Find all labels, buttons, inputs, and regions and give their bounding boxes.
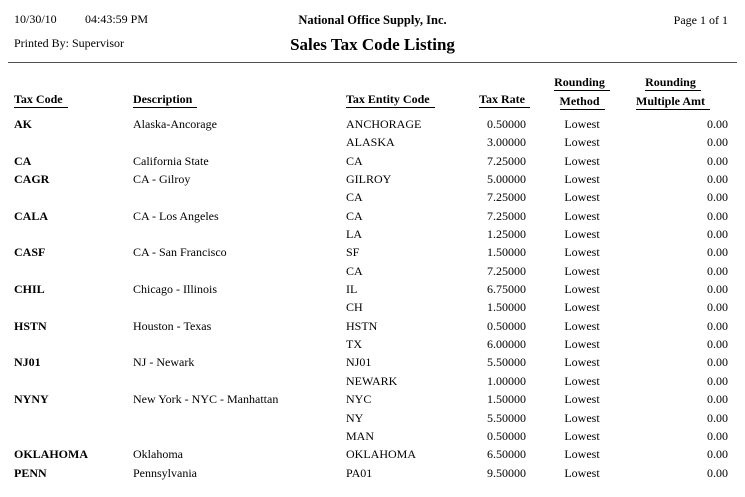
col-header-tax-entity-code: Tax Entity Code bbox=[346, 92, 435, 108]
printed-by-label: Printed By: Supervisor bbox=[14, 36, 124, 50]
tax-rate-cell: 0.50000 bbox=[487, 428, 526, 443]
tax-rate-cell: 5.00000 bbox=[487, 172, 526, 187]
tax-entity-code-cell: NJ01 bbox=[346, 355, 372, 370]
col-header-tax-code: Tax Code bbox=[14, 92, 68, 108]
rounding-method-cell: Lowest bbox=[564, 392, 600, 407]
table-row bbox=[0, 262, 745, 280]
tax-entity-code-cell: CA bbox=[346, 190, 363, 205]
description-cell: CA - Los Angeles bbox=[133, 208, 219, 223]
description-cell: CA - San Francisco bbox=[133, 245, 227, 260]
rounding-multiple-amt-cell: 0.00 bbox=[707, 135, 728, 150]
tax-entity-code-cell: HSTN bbox=[346, 318, 378, 333]
col-header-rounding-multiple-amt: Rounding Multiple Amt bbox=[613, 73, 733, 111]
rounding-multiple-amt-cell: 0.00 bbox=[707, 208, 728, 223]
rounding-multiple-amt-cell: 0.00 bbox=[707, 172, 728, 187]
report-date: 10/30/10 bbox=[14, 12, 57, 26]
rounding-multiple-amt-cell: 0.00 bbox=[707, 227, 728, 242]
description-cell: CA - Gilroy bbox=[133, 172, 191, 187]
description-cell: NJ - Newark bbox=[133, 355, 195, 370]
rounding-method-cell: Lowest bbox=[564, 410, 600, 425]
tax-code-cell: CALA bbox=[14, 208, 49, 223]
tax-rate-cell: 1.00000 bbox=[487, 373, 526, 388]
tax-rate-cell: 6.75000 bbox=[487, 282, 526, 297]
rounding-method-cell: Lowest bbox=[564, 117, 600, 131]
rounding-multiple-amt-cell: 0.00 bbox=[707, 447, 728, 462]
tax-rate-cell: 6.00000 bbox=[487, 337, 526, 352]
tax-rate-cell: 1.50000 bbox=[487, 245, 526, 260]
tax-rate-cell: 0.50000 bbox=[487, 318, 526, 333]
tax-rate-cell: 7.25000 bbox=[487, 190, 526, 205]
rounding-multiple-amt-cell: 0.00 bbox=[707, 117, 728, 131]
rounding-method-cell: Lowest bbox=[564, 355, 600, 370]
rounding-method-cell: Lowest bbox=[564, 373, 600, 388]
tax-rate-cell: 7.25000 bbox=[487, 153, 526, 168]
tax-entity-code-cell: OKLAHOMA bbox=[346, 447, 416, 462]
tax-rate-cell: 9.50000 bbox=[487, 465, 526, 480]
report-time: 04:43:59 PM bbox=[85, 12, 149, 26]
tax-entity-code-cell: MAN bbox=[346, 428, 375, 443]
tax-rate-cell: 6.50000 bbox=[487, 447, 526, 462]
rounding-method-cell: Lowest bbox=[564, 227, 600, 242]
header-divider-line bbox=[8, 62, 737, 63]
tax-code-cell: CA bbox=[14, 153, 32, 168]
table-body bbox=[0, 115, 745, 482]
table-row bbox=[0, 207, 745, 225]
tax-entity-code-cell: ANCHORAGE bbox=[346, 117, 422, 131]
tax-entity-code-cell: NYC bbox=[346, 392, 372, 407]
tax-entity-code-cell: GILROY bbox=[346, 172, 392, 187]
table-row bbox=[0, 298, 745, 316]
rounding-method-cell: Lowest bbox=[564, 465, 600, 480]
page-number-label: Page 1 of 1 bbox=[673, 13, 728, 27]
tax-rate-cell: 3.00000 bbox=[487, 135, 526, 150]
rounding-method-cell: Lowest bbox=[564, 245, 600, 260]
tax-code-cell: NJ01 bbox=[14, 355, 41, 370]
rounding-method-cell: Lowest bbox=[564, 282, 600, 297]
rounding-method-cell: Lowest bbox=[564, 135, 600, 150]
table-row bbox=[0, 133, 745, 151]
table-row bbox=[0, 317, 745, 335]
tax-code-cell: PENN bbox=[14, 465, 47, 480]
rounding-multiple-amt-cell: 0.00 bbox=[707, 465, 728, 480]
tax-entity-code-cell: NEWARK bbox=[346, 373, 398, 388]
table-row bbox=[0, 427, 745, 445]
rounding-multiple-amt-cell: 0.00 bbox=[707, 428, 728, 443]
tax-rate-cell: 5.50000 bbox=[487, 355, 526, 370]
table-row bbox=[0, 115, 745, 133]
rounding-method-cell: Lowest bbox=[564, 318, 600, 333]
rounding-method-cell: Lowest bbox=[564, 300, 600, 315]
tax-entity-code-cell: CA bbox=[346, 153, 363, 168]
tax-code-cell: CAGR bbox=[14, 172, 50, 187]
rounding-method-cell: Lowest bbox=[564, 153, 600, 168]
tax-entity-code-cell: IL bbox=[346, 282, 358, 297]
tax-rate-cell: 5.50000 bbox=[487, 410, 526, 425]
report-title: Sales Tax Code Listing bbox=[290, 35, 455, 54]
rounding-method-cell: Lowest bbox=[564, 190, 600, 205]
rounding-multiple-amt-cell: 0.00 bbox=[707, 245, 728, 260]
tax-entity-code-cell: SF bbox=[346, 245, 360, 260]
tax-entity-code-cell: TX bbox=[346, 337, 362, 352]
rounding-multiple-amt-cell: 0.00 bbox=[707, 355, 728, 370]
rounding-method-cell: Lowest bbox=[564, 337, 600, 352]
tax-code-cell: OKLAHOMA bbox=[14, 447, 88, 462]
rounding-method-cell: Lowest bbox=[564, 447, 600, 462]
tax-entity-code-cell: NY bbox=[346, 410, 364, 425]
rounding-multiple-amt-cell: 0.00 bbox=[707, 337, 728, 352]
description-cell: New York - NYC - Manhattan bbox=[133, 392, 279, 407]
table-row bbox=[0, 445, 745, 463]
rounding-multiple-amt-cell: 0.00 bbox=[707, 318, 728, 333]
rounding-multiple-amt-cell: 0.00 bbox=[707, 300, 728, 315]
description-cell: Houston - Texas bbox=[133, 318, 212, 333]
rounding-multiple-amt-cell: 0.00 bbox=[707, 410, 728, 425]
table-row bbox=[0, 335, 745, 353]
tax-rate-cell: 1.25000 bbox=[487, 227, 526, 242]
table-row bbox=[0, 464, 745, 482]
tax-entity-code-cell: CA bbox=[346, 208, 363, 223]
rounding-multiple-amt-cell: 0.00 bbox=[707, 282, 728, 297]
table-row bbox=[0, 353, 745, 371]
table-row bbox=[0, 225, 745, 243]
rounding-multiple-amt-cell: 0.00 bbox=[707, 392, 728, 407]
description-cell: Pennsylvania bbox=[133, 465, 197, 480]
col-header-tax-rate: Tax Rate bbox=[426, 92, 530, 108]
tax-entity-code-cell: CH bbox=[346, 300, 363, 315]
tax-entity-code-cell: ALASKA bbox=[346, 135, 395, 150]
tax-code-cell: AK bbox=[14, 117, 32, 131]
description-cell: Chicago - Illinois bbox=[133, 282, 217, 297]
company-name: National Office Supply, Inc. bbox=[298, 13, 447, 27]
tax-code-cell: CASF bbox=[14, 245, 46, 260]
tax-code-cell: HSTN bbox=[14, 318, 47, 333]
tax-code-cell: NYNY bbox=[14, 392, 49, 407]
table-row bbox=[0, 188, 745, 206]
table-row bbox=[0, 170, 745, 188]
tax-entity-code-cell: PA01 bbox=[346, 465, 373, 480]
description-cell: Oklahoma bbox=[133, 447, 183, 462]
table-row bbox=[0, 280, 745, 298]
rounding-method-cell: Lowest bbox=[564, 172, 600, 187]
col-header-description: Description bbox=[133, 92, 197, 108]
rounding-multiple-amt-cell: 0.00 bbox=[707, 190, 728, 205]
rounding-method-cell: Lowest bbox=[564, 208, 600, 223]
rounding-multiple-amt-cell: 0.00 bbox=[707, 263, 728, 278]
rounding-method-cell: Lowest bbox=[564, 263, 600, 278]
rounding-multiple-amt-cell: 0.00 bbox=[707, 153, 728, 168]
tax-code-cell: CHIL bbox=[14, 282, 45, 297]
description-cell: California State bbox=[133, 153, 209, 168]
rounding-multiple-amt-cell: 0.00 bbox=[707, 373, 728, 388]
tax-entity-code-cell: CA bbox=[346, 263, 363, 278]
table-row bbox=[0, 409, 745, 427]
tax-rate-cell: 1.50000 bbox=[487, 300, 526, 315]
description-cell: Alaska-Ancorage bbox=[133, 117, 217, 131]
tax-rate-cell: 1.50000 bbox=[487, 392, 526, 407]
tax-rate-cell: 0.50000 bbox=[487, 117, 526, 131]
tax-rate-cell: 7.25000 bbox=[487, 263, 526, 278]
tax-rate-cell: 7.25000 bbox=[487, 208, 526, 223]
table-row bbox=[0, 152, 745, 170]
table-row bbox=[0, 372, 745, 390]
table-row bbox=[0, 390, 745, 408]
rounding-method-cell: Lowest bbox=[564, 428, 600, 443]
tax-entity-code-cell: LA bbox=[346, 227, 362, 242]
col-header-rounding-method: Rounding Method bbox=[551, 73, 613, 111]
table-row bbox=[0, 243, 745, 261]
